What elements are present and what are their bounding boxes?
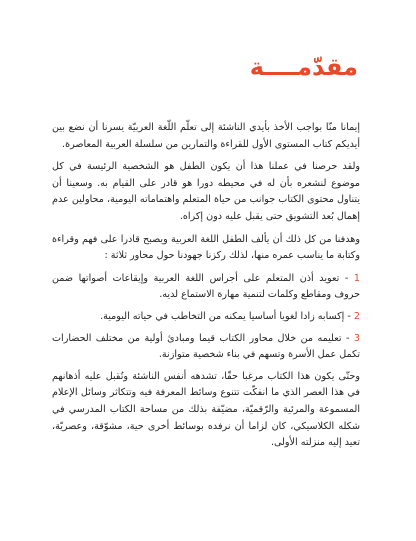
list-item: [52, 331, 360, 364]
paragraph-3: وهدفنا من كل ذلك أن يألف الطفل اللغة العربية ويصبح قادرا على فهم وقراءة وكتابة ما يناسب عمره منها، لذلك ركزنا جهودنا حول محاور ثلاثة :: [52, 233, 360, 262]
list-item: [52, 309, 360, 326]
page-title: مقدّمــــة: [249, 53, 358, 81]
paragraph-1: إيمانا منّا بواجب الأخذ بأيدي الناشئة إلى تعلّم اللّغة العربيّة يسرنا أن نضع بين أيديكم كتاب المستوى الأول للقراءة والتمارين من سلسلة العربية المعاصرة.: [52, 122, 360, 150]
list-item-number: 3: [353, 332, 360, 344]
paragraph-2: ولقد حرصنا في عملنا هذا أن يكون الطفل هو الشخصية الرئيسة في كل موضوع لنشعره بأن له في محيطه دورا هو قادر على القيام به. وسعينا أن يتناول محتوى الكتاب جوانب من حياة المتعلم واهتماماته اليومية، محاولين عدم إهمال بُعد التشويق حتى يقبل عليه دون إكراه.: [52, 161, 360, 222]
list-item-text: - تعليمه من خلال محاور الكتاب قيما ومبادئ أولية من مختلف الحضارات تكمل عمل الأسرة وتسهم في بناء شخصية متوازنة.: [52, 332, 360, 361]
list-item-number: 2: [353, 310, 360, 322]
intro-body: [52, 120, 360, 458]
closing-paragraph: وحتّى يكون هذا الكتاب مرغبا حقّا، تشدهه أنفس الناشئة وتُقبل عليه أذهانهم في هذا العصر الذي ما انفكّت تتنوع وسائط المعرفة فيه وتتكاثر وسائل الإعلام المسموعة والمرئية والرّقميّة، مضيّفة بذلك من مساحة الكتاب المدرسي في شكله الكلاسيكي، كان لزاما أن نرفده بوسائط أخرى حية، مشوّقة، وعصريّة، تعيد إليه منزلته الأولى.: [52, 370, 360, 449]
title-block: [250, 52, 358, 82]
list-item-number: 1: [353, 272, 360, 284]
list-item: [52, 271, 360, 304]
list-item-text: - إكسابه زادا لغويا أساسيا يمكنه من التخاطب في حياته اليومية.: [100, 310, 354, 322]
list-item-text: - تعويد أذن المتعلم على أجراس اللغة العربية وإيقاعات أصواتها ضمن حروف ومقاطع وكلمات لتنمية مهارة الاستماع لديه.: [52, 272, 360, 301]
